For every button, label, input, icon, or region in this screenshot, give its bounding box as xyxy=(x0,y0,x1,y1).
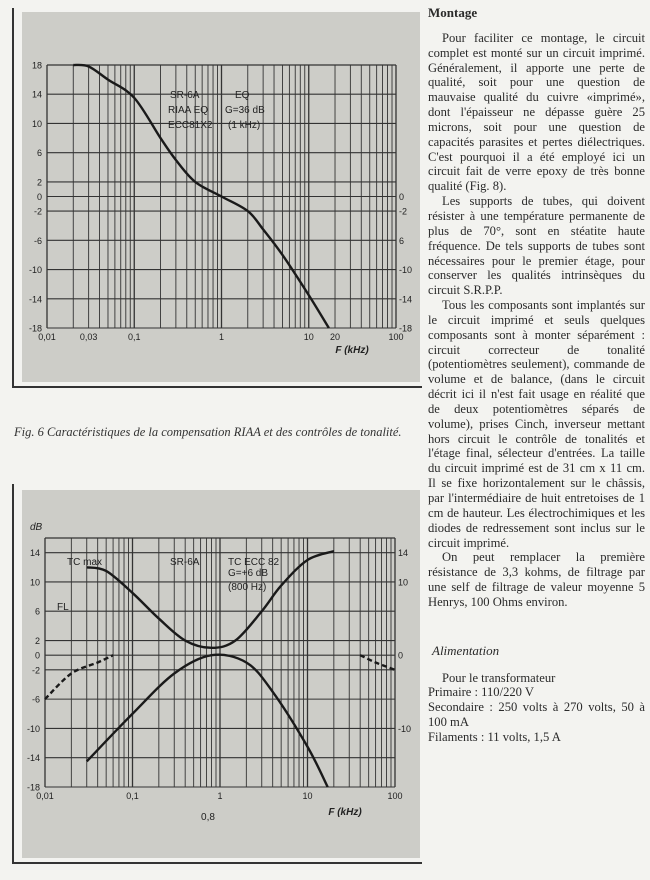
x-tick-label: 0,1 xyxy=(126,791,139,801)
y-tick-label-left: -6 xyxy=(33,235,42,246)
y-tick-label-left: 2 xyxy=(36,177,42,188)
y-tick-label-left: -18 xyxy=(26,782,40,793)
paragraph: Les supports de tubes, qui doivent résister à une température permanente de plus de 70°, sont en stéatite haute fréquence. De tels supports de tubes sont nécessaires pour le premier étage, pour conserver les qualités intrinsèques du circuit S.R.P.P. xyxy=(428,194,645,298)
y-tick-label-left: 14 xyxy=(31,89,42,100)
x-tick-label: 10 xyxy=(303,332,314,342)
y-tick-label-right: -2 xyxy=(399,206,408,217)
x-tick-label: 0,03 xyxy=(79,332,98,342)
y-tick-label-left: 10 xyxy=(29,577,40,588)
chart-annotation: G=+6 dB xyxy=(228,568,269,579)
y-tick-label-left: 10 xyxy=(31,118,42,129)
y-tick-label-left: 14 xyxy=(29,548,40,559)
y-tick-label-left: -6 xyxy=(31,694,40,705)
x-tick-label: 0,1 xyxy=(127,332,141,342)
chart-annotation: FL xyxy=(57,602,69,613)
y-tick-label-left: 0 xyxy=(36,192,42,202)
x-axis-label: F (kHz) xyxy=(328,807,362,818)
chart-annotation: (1 kHz) xyxy=(228,120,261,131)
chart-annotation: EQ xyxy=(235,90,250,101)
power-line-primary: Primaire : 110/220 V xyxy=(428,685,534,700)
y-tick-label-right: 0 xyxy=(399,192,405,202)
y-axis-label: dB xyxy=(30,522,43,533)
y-tick-label-left: -10 xyxy=(26,723,40,734)
chart-annotation: 0,8 xyxy=(201,812,215,823)
x-tick-label: 1 xyxy=(217,791,223,801)
y-tick-label-right: 14 xyxy=(398,548,409,559)
y-tick-label-right: -10 xyxy=(399,265,413,276)
riaa-chart xyxy=(0,0,420,400)
paragraph: Tous les composants sont implantés sur le circuit imprimé et seuls quelques composants sont à monter séparément : circuit correcteur de tonalité (potentiomètres seulement), commande de volume et de balance, (dans le circuit décrit ici il n'est fait usage en réalité que de deux potentiomètres séparés de volume), prises Cinch, inverseur mettant hors circuit le contrôle de tonalités et l'étage final, sélecteur d'entrées. La taille du circuit imprimé est de 31 cm x 11 cm. Il se fixe horizontalement sur le châssis, par l'intermédiaire de huit entretoises de 1 cm de hauteur. Les électrochimiques et les diodes de redressement sont inclus sur le circuit imprimé. xyxy=(428,298,645,550)
chart-annotation: (800 Hz) xyxy=(228,582,267,593)
y-tick-label-left: -2 xyxy=(31,665,40,676)
y-tick-label-left: -10 xyxy=(28,265,42,276)
x-tick-label: 10 xyxy=(302,791,313,801)
y-tick-label-right: -14 xyxy=(399,294,413,305)
y-tick-label-left: 6 xyxy=(34,606,40,617)
chart-annotation: RIAA EQ xyxy=(168,105,209,116)
y-tick-label-left: -14 xyxy=(28,294,42,305)
power-line-filaments: Filaments : 11 volts, 1,5 A xyxy=(428,729,561,744)
figure-caption: Fig. 6 Caractéristiques de la compensation RIAA et des contrôles de tonalité. xyxy=(14,425,402,439)
power-line-secondary: Secondaire : 250 volts à 270 volts, 50 à 100 mA xyxy=(428,700,645,730)
y-tick-label-left: 2 xyxy=(34,636,40,647)
y-tick-label-left: 0 xyxy=(34,650,40,661)
x-tick-label: 20 xyxy=(330,332,341,342)
section-heading-alimentation: Alimentation xyxy=(432,642,500,658)
x-tick-label: 0,01 xyxy=(36,791,54,801)
series-fl-low xyxy=(45,655,113,699)
x-tick-label: 0,01 xyxy=(38,332,56,342)
chart-annotation: SR-6A xyxy=(170,557,200,568)
article-column xyxy=(428,6,645,745)
chart-annotation: ECC81X2 xyxy=(168,120,213,131)
y-tick-label-right: 6 xyxy=(399,235,405,246)
y-tick-label-right: 0 xyxy=(398,650,404,661)
x-tick-label: 1 xyxy=(218,332,225,342)
y-tick-label-left: -2 xyxy=(33,206,42,217)
paragraph: Pour faciliter ce montage, le circuit complet est monté sur un circuit imprimé. Généralement, il apporte une perte de qualité, soit pour une question de mauvaise qualité du cuivre «imprimé», dont l'épaisseur ne dépasse guère 25 microns, soit pour une question de capacités parasites et pertes diélectriques. C'est pourquoi il a été employé ici un circuit fait de verre epoxy de très bonne qualité (Fig. 8). xyxy=(428,30,645,194)
x-tick-label: 100 xyxy=(388,332,404,342)
chart-annotation: G=36 dB xyxy=(225,105,265,116)
paragraph: On peut remplacer la première résistance de 3,3 kohms, de filtrage par une self de filtrage de valeur moyenne 5 Henrys, 100 Ohms environ. xyxy=(428,550,645,609)
chart-annotation: TC max xyxy=(67,557,102,568)
y-tick-label-right: 10 xyxy=(398,577,409,588)
y-tick-label-right: -10 xyxy=(398,723,412,734)
chart-annotation: SR-6A xyxy=(170,90,200,101)
tone-control-chart xyxy=(0,480,420,880)
x-axis-label: F (kHz) xyxy=(335,345,369,356)
series-tc-max-cut xyxy=(87,655,328,787)
series-fl-high xyxy=(360,655,395,670)
x-tick-label: 100 xyxy=(387,791,403,801)
y-tick-label-left: -18 xyxy=(28,323,42,334)
power-intro: Pour le transformateur xyxy=(442,670,556,685)
y-tick-label-right: -18 xyxy=(399,323,413,334)
y-tick-label-left: 6 xyxy=(36,148,42,159)
y-tick-label-left: -14 xyxy=(26,753,40,764)
y-tick-label-left: 18 xyxy=(31,60,42,71)
chart-annotation: TC ECC 82 xyxy=(228,557,280,568)
section-heading-montage: Montage xyxy=(428,5,478,20)
